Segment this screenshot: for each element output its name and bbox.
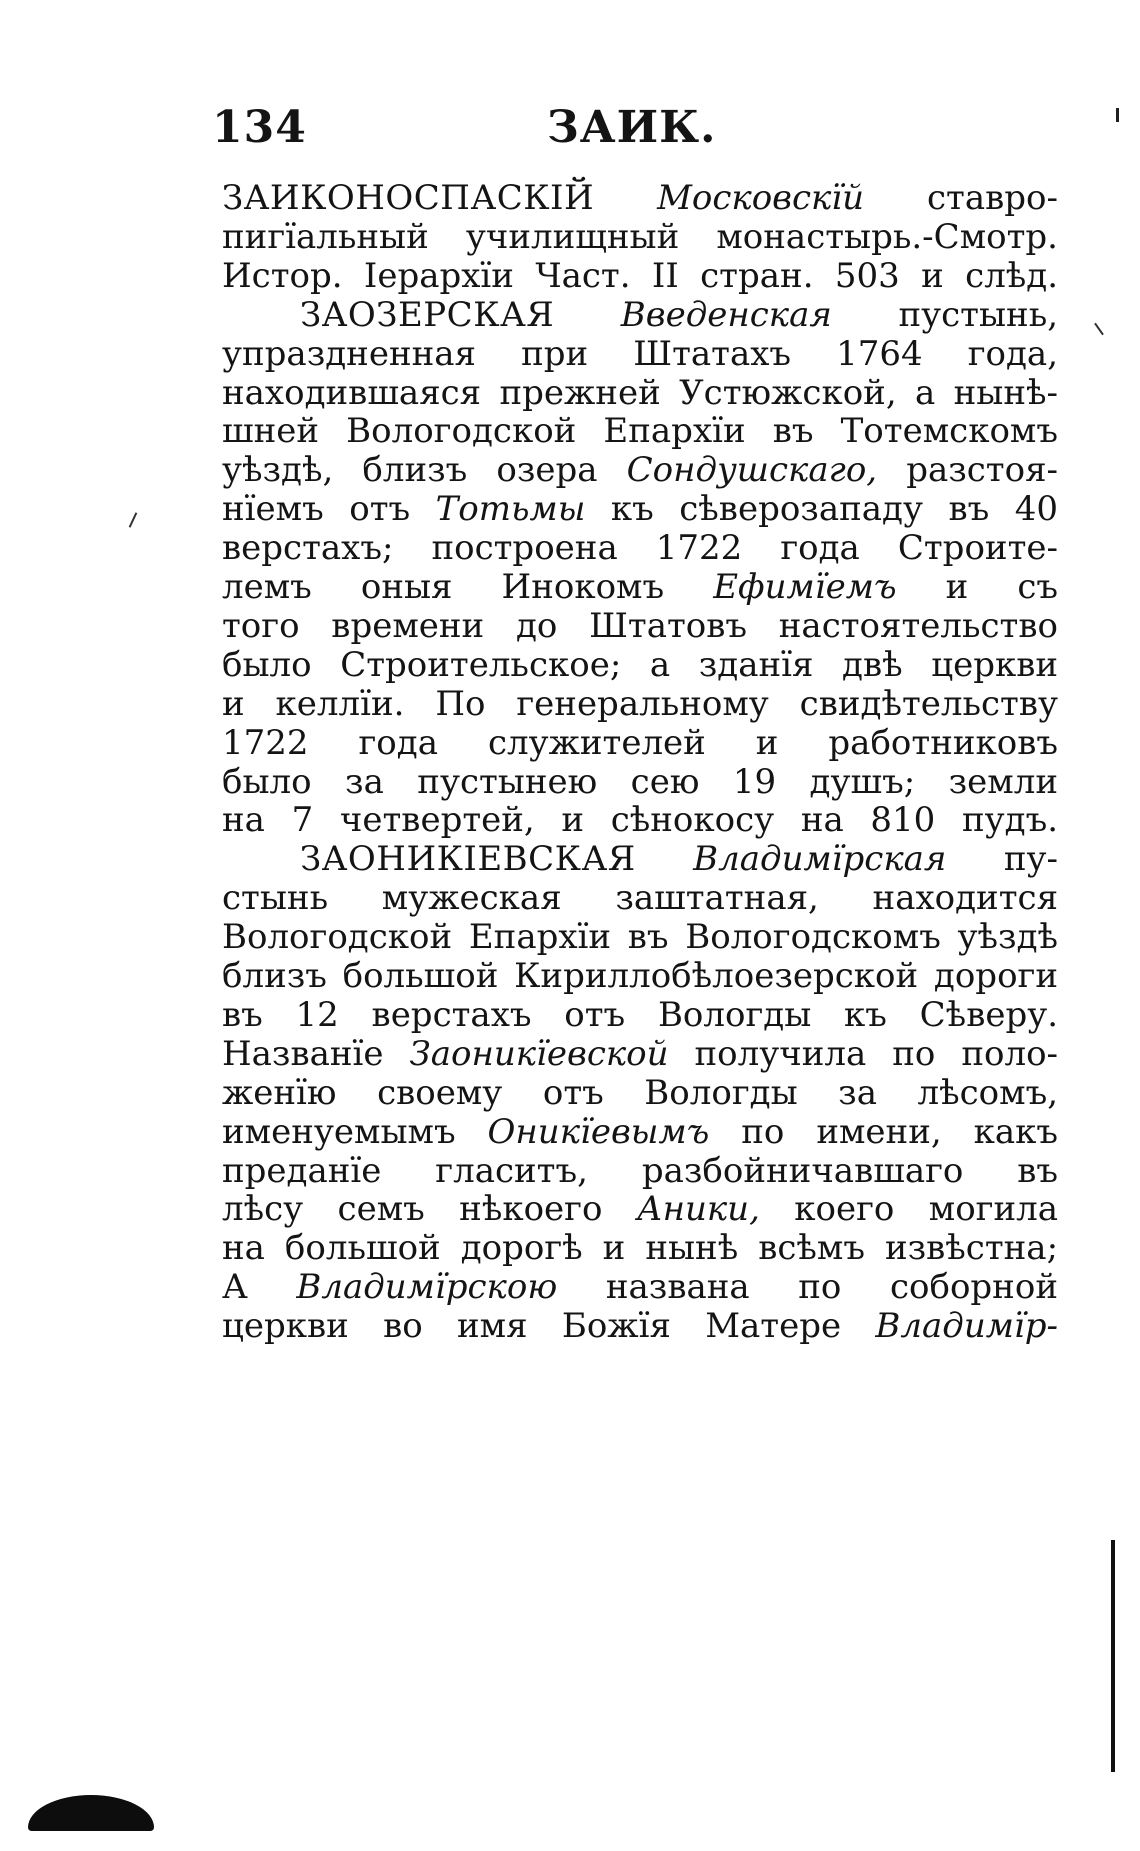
word: церкви (931, 644, 1059, 685)
word: Московскїй (657, 178, 865, 218)
page-edge-line (1111, 1540, 1115, 1772)
word: Ефимїемъ (713, 567, 897, 607)
word: и (602, 1228, 626, 1269)
word: лѣсомъ, (917, 1072, 1059, 1113)
word: времени (331, 605, 485, 646)
word: получила (694, 1033, 867, 1074)
word: гласитъ, (435, 1150, 588, 1191)
word: коего (794, 1189, 895, 1230)
word: Владимїрская (693, 839, 947, 880)
word: Истор. (222, 255, 343, 296)
word: всѣмъ (758, 1228, 865, 1269)
word: упраздненная (222, 333, 477, 374)
word: соборной (889, 1267, 1058, 1308)
word: пудъ. (961, 800, 1059, 841)
word: находится (872, 878, 1059, 919)
word: нынѣ- (953, 372, 1058, 413)
word: Вологодской (346, 411, 577, 452)
word: 810 (870, 800, 936, 841)
word: построена (431, 528, 618, 569)
word: Сѣверу. (919, 994, 1059, 1035)
word: 40 (1014, 489, 1059, 530)
word: того (222, 605, 300, 646)
word: монастырь.-Смотр. (716, 216, 1058, 257)
word: въ (948, 489, 990, 530)
word: Тотьмы (435, 489, 586, 530)
word: Владимїрскою (296, 1267, 558, 1308)
page-number: 134 (212, 102, 307, 153)
word: какъ (973, 1111, 1058, 1152)
word: прежней (499, 372, 661, 413)
word: Устюжской, (679, 372, 897, 413)
word: именуемымъ (222, 1111, 456, 1152)
word: Тотемскомъ (840, 411, 1058, 452)
word: и (755, 722, 779, 763)
word: Вологды (657, 994, 812, 1035)
word: а (649, 644, 671, 685)
word: двѣ (842, 644, 903, 685)
word: II (651, 255, 679, 296)
word: настоятельство (778, 605, 1058, 646)
word: пу- (1003, 839, 1059, 880)
word: Введенская (620, 294, 832, 335)
word: четвертей, (339, 800, 535, 841)
word: Владимїр- (875, 1306, 1059, 1347)
word: къ (844, 994, 887, 1035)
word: большой (342, 956, 499, 996)
word: въ (1017, 1150, 1059, 1191)
word: 19 (732, 761, 777, 802)
word: сею (630, 761, 700, 802)
word: близъ (362, 450, 468, 491)
word: ЗАОЗЕРСКАЯ (300, 294, 555, 335)
word: женїю (222, 1072, 337, 1113)
word: зданїя (698, 644, 814, 685)
word: преданїе (222, 1150, 382, 1191)
word: и (561, 800, 585, 841)
word: уѣздѣ, (222, 450, 334, 491)
word: 12 (295, 994, 339, 1035)
word: 503 (834, 255, 900, 296)
word: Іерархїи (363, 255, 514, 296)
word: служителей (487, 722, 706, 763)
ink-mark (1094, 323, 1104, 336)
word: на (222, 1228, 265, 1269)
word: 7 (291, 800, 314, 841)
word: на (222, 800, 265, 841)
word: ЗАОНИКІЕВСКАЯ (300, 839, 636, 880)
running-head: ЗАИК. (547, 102, 717, 153)
ink-mark (129, 512, 138, 527)
word: въ (627, 917, 669, 958)
word: Названїе (222, 1033, 384, 1074)
word: 1722 (222, 722, 309, 763)
word: оныя (360, 567, 453, 607)
word: къ (610, 489, 654, 530)
word: училищный (465, 216, 680, 257)
ink-mark (1116, 108, 1119, 122)
word: Инокомъ (501, 567, 665, 607)
word: въ (772, 411, 814, 452)
word: Епархїи (603, 411, 746, 452)
word: Божїя (561, 1306, 671, 1347)
word: имени, (816, 1111, 942, 1152)
word: года (358, 722, 438, 763)
word: нїемъ (222, 489, 324, 530)
word: года, (967, 333, 1059, 374)
word: ставро- (927, 178, 1059, 218)
word: нѣкоего (459, 1189, 603, 1230)
word: шней (222, 411, 320, 452)
ink-blot (28, 1795, 154, 1831)
word: работниковъ (828, 722, 1059, 763)
word: земли (948, 761, 1058, 802)
word: уѣздѣ (957, 917, 1059, 958)
word: за (838, 1072, 877, 1113)
word: заштатная, (615, 878, 819, 919)
word: стран. (700, 255, 814, 296)
word: а (914, 372, 936, 413)
page-header (212, 102, 717, 162)
word: пустынь, (898, 294, 1059, 335)
word: въ (222, 994, 263, 1035)
word: поло- (961, 1033, 1059, 1074)
word: во (383, 1306, 423, 1347)
word: 1722 (655, 528, 743, 569)
word: Заоникїевской (409, 1033, 669, 1074)
word: верстахъ; (222, 528, 394, 569)
word: озера (496, 450, 598, 491)
word: отъ (349, 489, 411, 530)
word: Кириллобѣлоезерской (514, 956, 919, 996)
word: генеральному (516, 683, 769, 724)
word: Част. (535, 255, 631, 296)
word: А (222, 1267, 248, 1308)
word: Строите- (897, 528, 1058, 569)
word: келлїи. (275, 683, 405, 724)
word: дорогѣ (460, 1228, 583, 1269)
text-line (222, 1302, 1058, 1350)
word: Аники, (636, 1189, 760, 1230)
word: По (435, 683, 486, 724)
word: лѣсу (222, 1189, 304, 1230)
word: Оникїевымъ (487, 1111, 710, 1152)
word: ЗАИКОНОСПАСКІЙ (222, 178, 595, 218)
word: разбойничавшаго (641, 1150, 964, 1191)
word: своему (377, 1072, 503, 1113)
word: по (892, 1033, 936, 1074)
word: до (515, 605, 558, 646)
word: по (741, 1111, 785, 1152)
word: извѣстна; (884, 1228, 1059, 1269)
word: дороги (933, 956, 1059, 996)
word: церкви (222, 1306, 349, 1347)
word: Сондушскаго, (626, 450, 878, 491)
word: мужеская (381, 878, 562, 919)
word: и (222, 683, 245, 724)
word: Матере (705, 1306, 842, 1347)
word: свидѣтельству (799, 683, 1058, 724)
word: имя (457, 1306, 528, 1347)
word: года (780, 528, 860, 569)
word: отъ (542, 1072, 604, 1113)
word: сѣнокосу (610, 800, 775, 841)
word: находившаяся (222, 372, 482, 413)
word: стынь (222, 878, 329, 919)
word: душъ; (809, 761, 916, 802)
word: за (345, 761, 384, 802)
word: Строительское; (340, 644, 622, 685)
word: названа (605, 1267, 750, 1308)
word: пустынею (417, 761, 598, 802)
word: могила (928, 1189, 1059, 1230)
word: разстоя- (906, 450, 1059, 491)
word: по (798, 1267, 842, 1308)
word: слѣд. (965, 255, 1059, 296)
word: большой (284, 1228, 441, 1269)
word: семъ (337, 1189, 425, 1230)
word: лемъ (222, 567, 312, 607)
word: 1764 (836, 333, 923, 374)
word: Штатахъ (633, 333, 792, 374)
word: было (222, 761, 312, 802)
word: близъ (222, 956, 327, 996)
word: Вологодскомъ (685, 917, 941, 958)
word: при (521, 333, 589, 374)
word: Вологодской (222, 917, 453, 958)
word: было (222, 644, 312, 685)
word: и (921, 255, 944, 296)
word: Епархїи (468, 917, 612, 958)
word: верстахъ (371, 994, 532, 1035)
word: нынѣ (645, 1228, 739, 1269)
word: на (800, 800, 844, 841)
word: пигїальный (222, 216, 429, 257)
word: Вологды (644, 1072, 798, 1113)
word: отъ (564, 994, 626, 1035)
word: Штатовъ (589, 605, 748, 646)
word: съ (1017, 567, 1059, 607)
word: и (945, 567, 969, 607)
word: сѣверозападу (679, 489, 923, 530)
